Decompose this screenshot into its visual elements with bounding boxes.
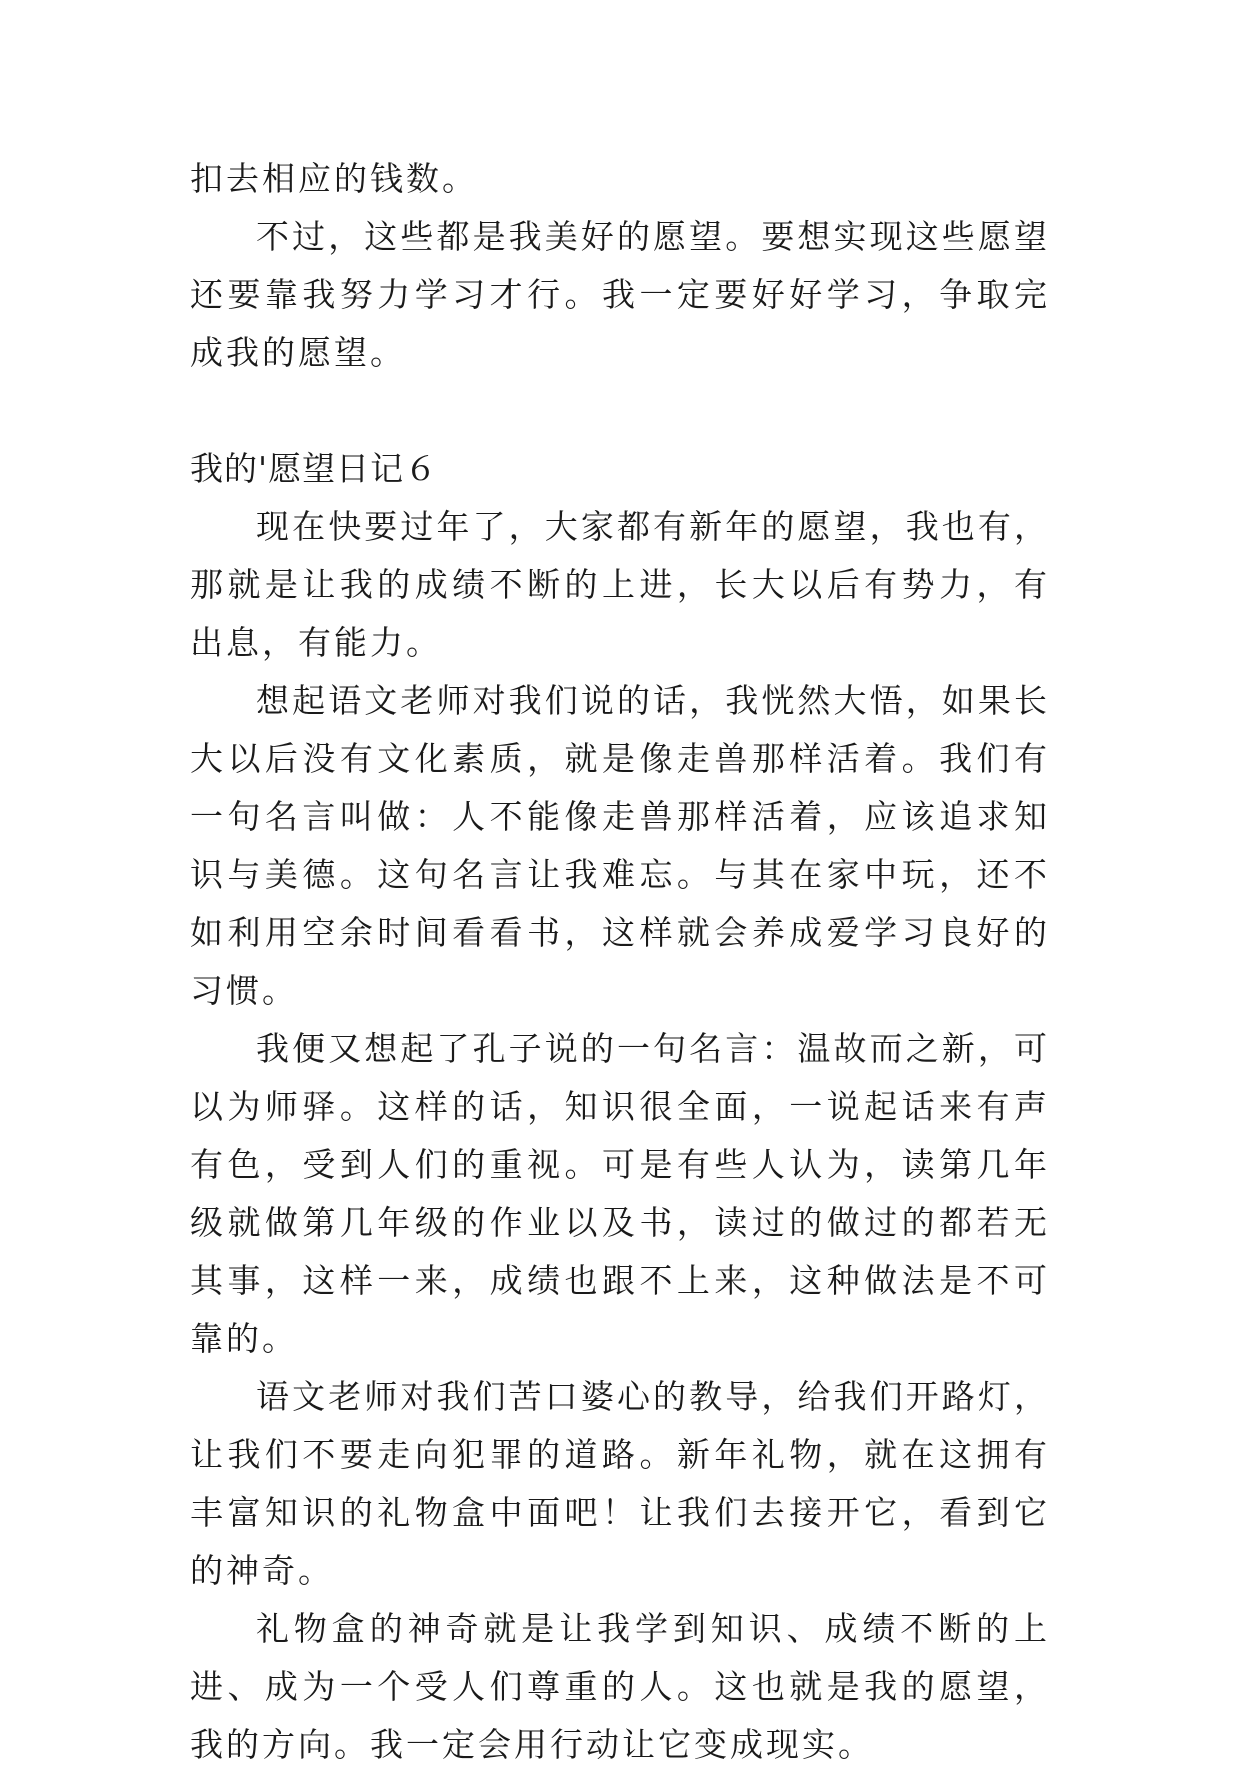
body-paragraph-1: 现在快要过年了，大家都有新年的愿望，我也有，那就是让我的成绩不断的上进，长大以后有势力，有出息，有能力。 [190, 507, 1050, 662]
closing-paragraph: 不过，这些都是我美好的愿望。要想实现这些愿望还要靠我努力学习才行。我一定要好好学习，争取完成我的愿望。 [190, 217, 1050, 372]
body-paragraph-3: 我便又想起了孔子说的一句名言：温故而之新，可以为师驿。这样的话，知识很全面，一说起话来有声有色，受到人们的重视。可是有些人认为，读第几年级就做第几年级的作业以及书，读过的做过的都若无其事，这样一来，成绩也跟不上来，这种做法是不可靠的。 [190, 1029, 1050, 1358]
document-body [190, 150, 1050, 1774]
body-paragraph-5: 礼物盒的神奇就是让我学到知识、成绩不断的上进、成为一个受人们尊重的人。这也就是我的愿望，我的方向。我一定会用行动让它变成现实。 [190, 1609, 1050, 1764]
body-paragraph-2: 想起语文老师对我们说的话，我恍然大悟，如果长大以后没有文化素质，就是像走兽那样活着。我们有一句名言叫做：人不能像走兽那样活着，应该追求知识与美德。这句名言让我难忘。与其在家中玩，还不如利用空余时间看看书，这样就会养成爱学习良好的习惯。 [190, 681, 1050, 1010]
body-paragraph-4: 语文老师对我们苦口婆心的教导，给我们开路灯，让我们不要走向犯罪的道路。新年礼物，就在这拥有丰富知识的礼物盒中面吧！让我们去接开它，看到它的神奇。 [190, 1377, 1050, 1590]
section-title: 我的'愿望日记６ [190, 449, 439, 488]
continuation-paragraph: 扣去相应的钱数。 [190, 159, 478, 198]
